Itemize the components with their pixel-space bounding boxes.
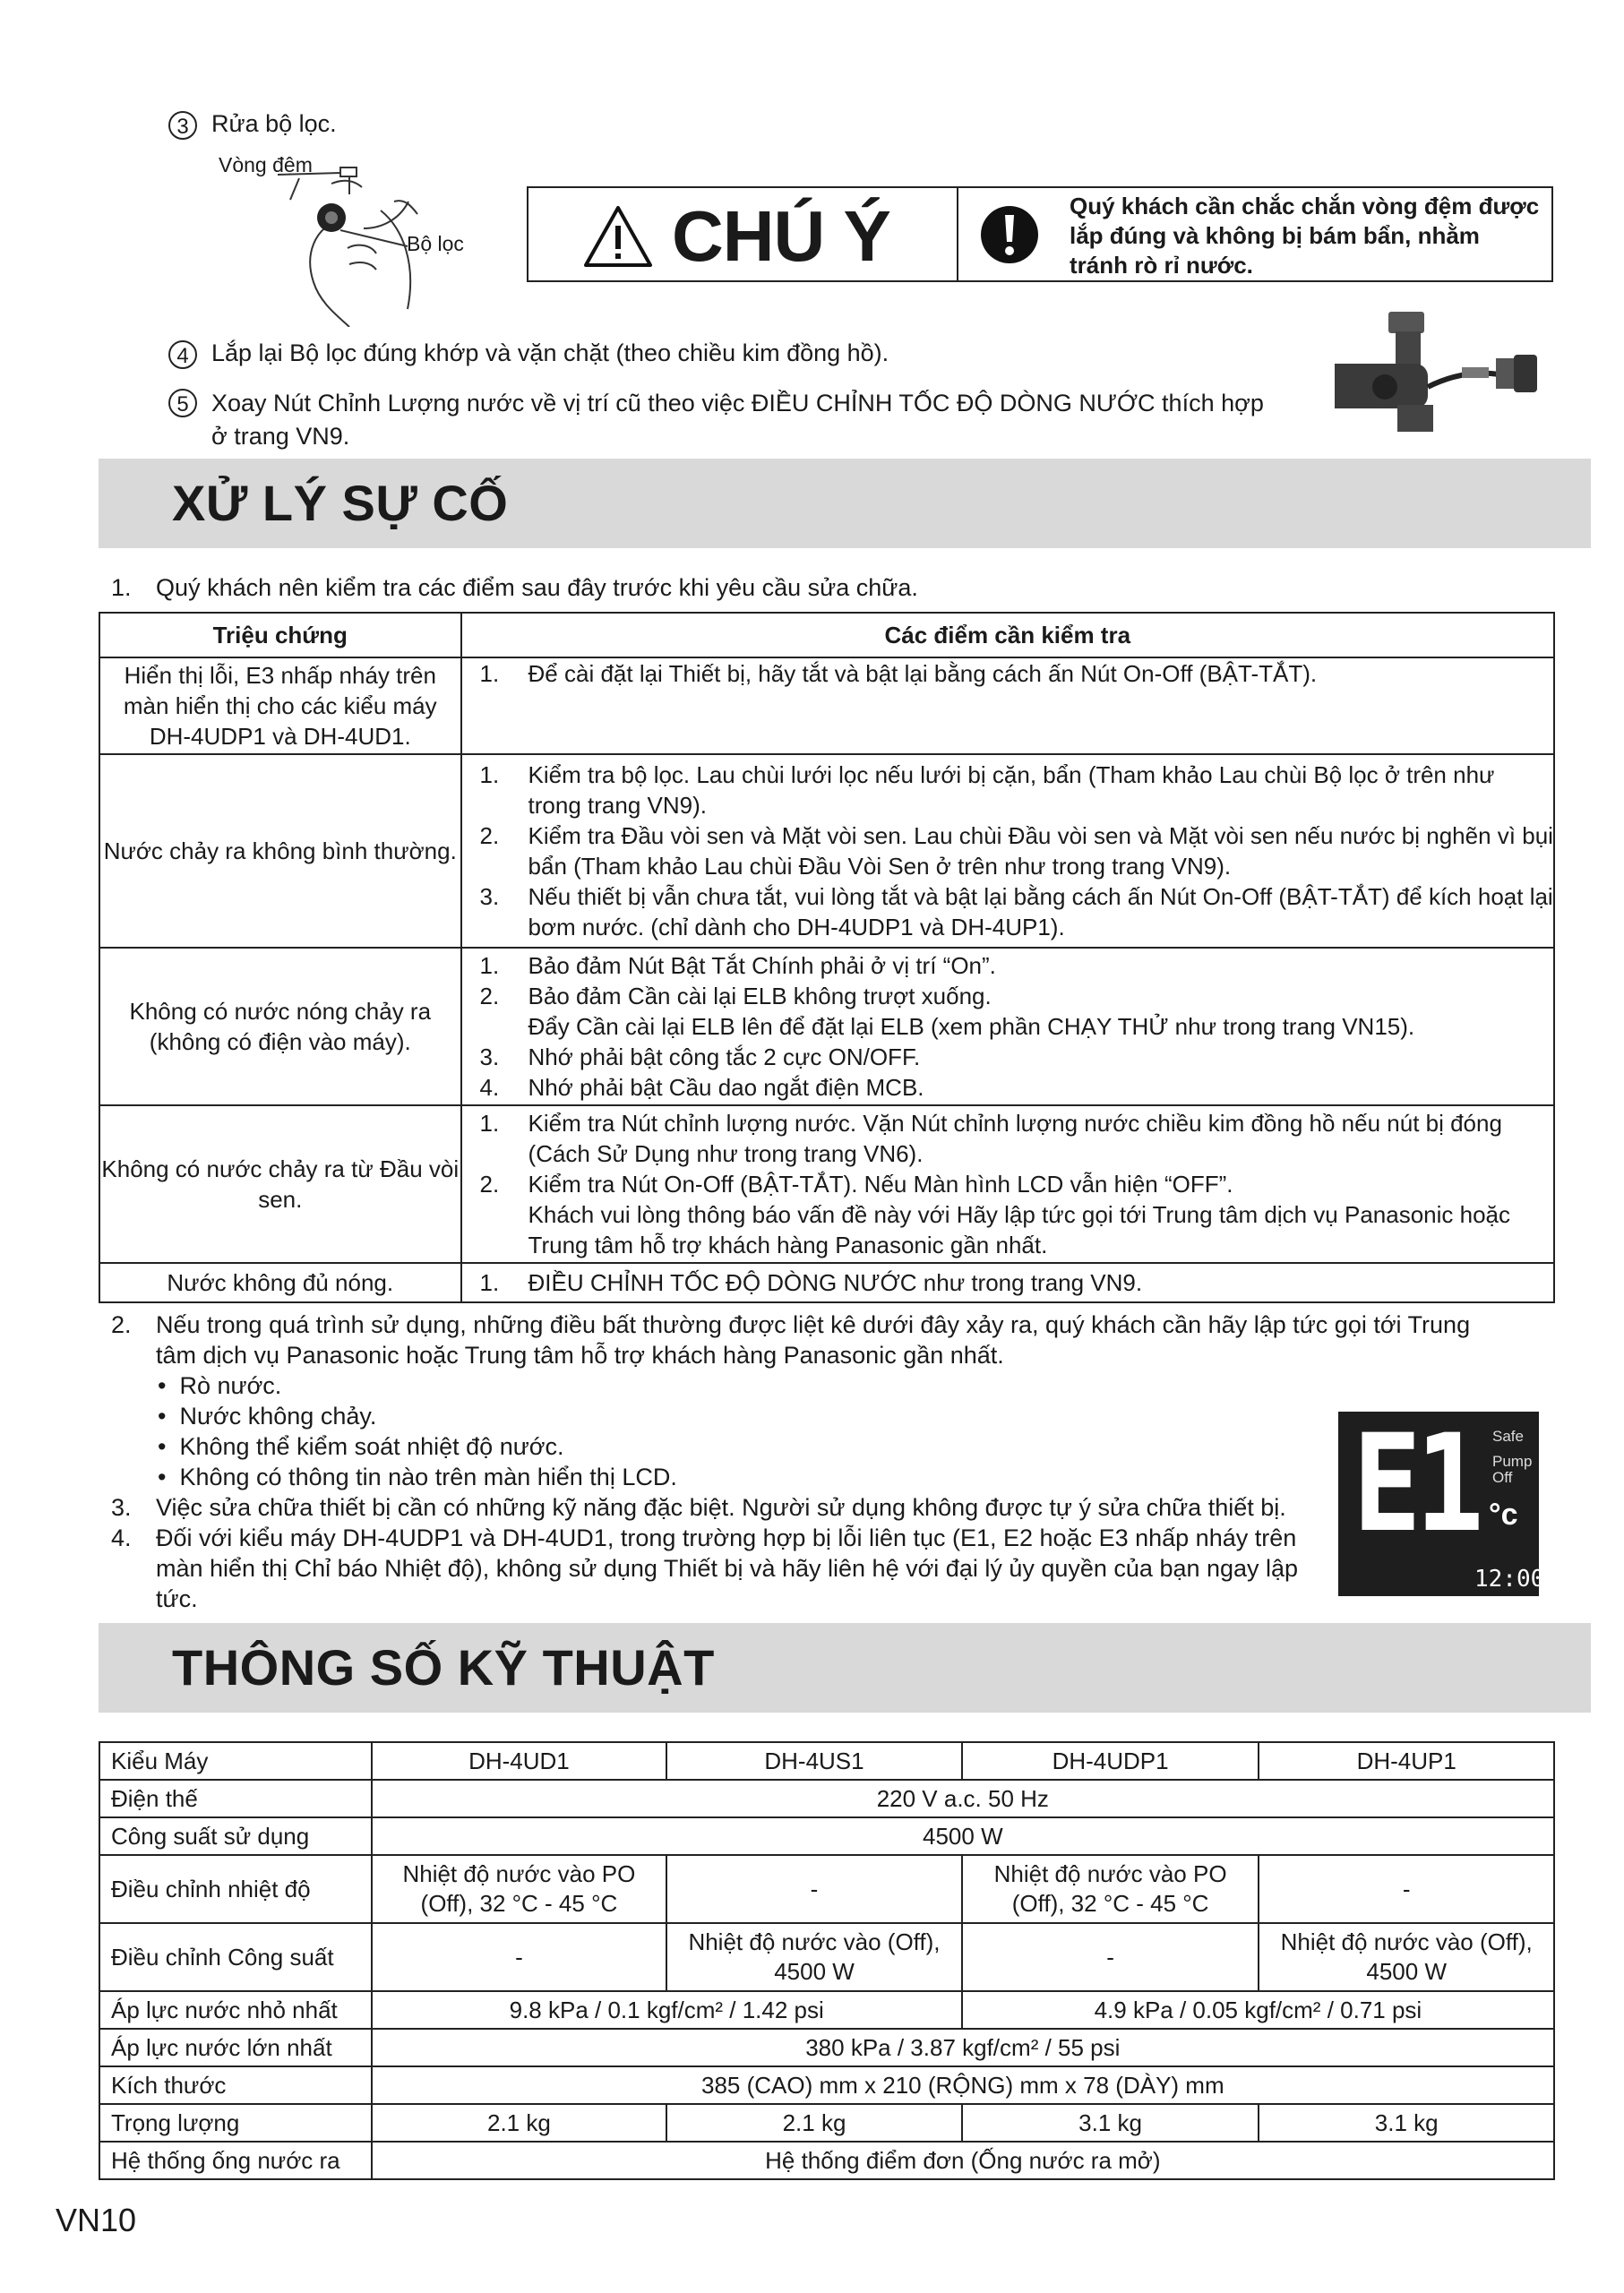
check-item: 2. Bảo đảm Cần cài lại ELB không trượt xuống. (479, 983, 992, 1009)
table-header-row (99, 613, 1554, 657)
list-item: • Không thể kiểm soát nhiệt độ nước. (158, 1433, 564, 1460)
check-cell (461, 657, 1554, 754)
check-item: Đẩy Cần cài lại ELB lên để đặt lại ELB (xem phần CHẠY THỬ như trong trang VN15). (528, 1013, 1415, 1040)
table-row (99, 1991, 1554, 2029)
weight-cell: 3.1 kg (1259, 2104, 1554, 2142)
lcd-error-code: E1 (1353, 1406, 1478, 1562)
lcd-off-label: Off (1492, 1469, 1513, 1486)
exclamation-circle-icon (979, 204, 1040, 265)
table-row (99, 754, 1554, 948)
temp-cell: Nhiệt độ nước vào PO (Off), 32 °C - 45 °C (962, 1855, 1259, 1923)
lcd-unit: °c (1489, 1498, 1518, 1532)
capacity-cell: Nhiệt độ nước vào (Off), 4500 W (1259, 1923, 1554, 1991)
specifications-header (99, 1623, 1591, 1713)
list-item: • Nước không chảy. (158, 1403, 377, 1430)
table-row (99, 948, 1554, 1105)
check-item: 4. Nhớ phải bật Cầu dao ngắt điện MCB. (479, 1074, 924, 1101)
note-3 (111, 1492, 1365, 1523)
capacity-cell: - (372, 1923, 667, 1991)
table-row (99, 1742, 1554, 1780)
step-number: 5 (168, 389, 197, 417)
table-row (99, 1105, 1554, 1263)
row-label: Áp lực nước nhỏ nhất (99, 1991, 372, 2029)
check-item: 1. Để cài đặt lại Thiết bị, hãy tắt và bật lại bằng cách ấn Nút On-Off (BẬT-TẮT). (479, 660, 1318, 687)
specifications-table (99, 1741, 1555, 2180)
capacity-cell: Nhiệt độ nước vào (Off), 4500 W (666, 1923, 962, 1991)
symptom-cell: Không có nước nóng chảy ra (không có điện vào máy). (99, 948, 461, 1105)
symptom-cell: Nước không đủ nóng. (99, 1263, 461, 1302)
min-pressure-value: 4.9 kPa / 0.05 kgf/cm² / 0.71 psi (962, 1991, 1554, 2029)
lcd-pump-label: Pump (1492, 1453, 1533, 1470)
note-text: Việc sửa chữa thiết bị cần có những kỹ năng đặc biệt. Người sử dụng không được tự ý sửa chữa thiết bị. (156, 1494, 1286, 1521)
outlet-value: Hệ thống điểm đơn (Ống nước ra mở) (372, 2142, 1554, 2179)
troubleshooting-heading: XỬ LÝ SỰ CỐ (172, 475, 509, 531)
check-cell (461, 948, 1554, 1105)
size-value: 385 (CAO) mm x 210 (RỘNG) mm x 78 (DÀY) mm (372, 2066, 1554, 2104)
table-row (99, 1263, 1554, 1302)
row-label: Điều chỉnh nhiệt độ (99, 1855, 372, 1923)
table-row (99, 1923, 1554, 1991)
symptom-cell: Nước chảy ra không bình thường. (99, 754, 461, 948)
row-label: Trọng lượng (99, 2104, 372, 2142)
troubleshooting-intro (111, 574, 918, 602)
step-number: 3 (168, 111, 197, 140)
check-cell (461, 1105, 1554, 1263)
row-label: Kích thước (99, 2066, 372, 2104)
check-cell (461, 754, 1554, 948)
intro-text: Quý khách nên kiểm tra các điểm sau đây trước khi yêu cầu sửa chữa. (156, 574, 918, 601)
max-pressure-value: 380 kPa / 3.87 kgf/cm² / 55 psi (372, 2029, 1554, 2066)
check-cell (461, 1263, 1554, 1302)
check-item: 1. Kiểm tra Nút chỉnh lượng nước. Vặn Nút chỉnh lượng nước chiều kim đồng hồ nếu nút bị đóng (Cách Sử Dụng như trong trang VN6). (479, 1110, 1502, 1167)
lcd-safe-label: Safe (1492, 1428, 1524, 1445)
table-row (99, 2029, 1554, 2066)
intro-number: 1. (111, 574, 132, 601)
flow-valve-icon (1326, 305, 1559, 448)
row-label: Công suất sử dụng (99, 1817, 372, 1855)
step-text: Xoay Nút Chỉnh Lượng nước về vị trí cũ theo việc ĐIỀU CHỈNH TỐC ĐỘ DÒNG NƯỚC thích hợp ở trang VN9. (211, 390, 1264, 450)
note-number: 3. (111, 1494, 132, 1521)
check-item: 1. Bảo đảm Nút Bật Tắt Chính phải ở vị trí “On”. (479, 952, 996, 979)
step-5 (168, 387, 1279, 453)
check-item: 1. Kiểm tra bộ lọc. Lau chùi lưới lọc nếu lưới bị cặn, bẩn (Tham khảo Lau chùi Bộ lọc ở trên như trong trang VN9). (479, 761, 1495, 819)
check-column-header: Các điểm cần kiểm tra (461, 613, 1554, 657)
caution-title-cell (528, 188, 958, 280)
voltage-value: 220 V a.c. 50 Hz (372, 1780, 1554, 1817)
gasket-label: Vòng đệm (219, 153, 313, 176)
filter-label: Bộ lọc (407, 232, 464, 255)
table-row (99, 2066, 1554, 2104)
filter-hand-icon (206, 148, 511, 327)
warning-triangle-icon (582, 204, 654, 269)
step-text: Rửa bộ lọc. (211, 110, 337, 137)
list-item: • Rò nước. (158, 1372, 282, 1399)
check-item: 1. ĐIỀU CHỈNH TỐC ĐỘ DÒNG NƯỚC như trong trang VN9. (479, 1269, 1143, 1296)
caution-text: Quý khách cần chắc chắn vòng đệm được lắp đúng và không bị bám bẩn, nhằm tránh rò rỉ nước. (1070, 193, 1540, 279)
note-text: Nếu trong quá trình sử dụng, những điều bất thường được liệt kê dưới đây xảy ra, quý khách cần hãy lập tức gọi tới Trung tâm dịch vụ Panasonic hoặc Trung tâm hỗ trợ khách hàng Panasonic gần nhất. (156, 1311, 1471, 1369)
row-label: Kiểu Máy (99, 1742, 372, 1780)
caution-title: CHÚ Ý (672, 196, 890, 276)
weight-cell: 3.1 kg (962, 2104, 1259, 2142)
model-cell: DH-4UDP1 (962, 1742, 1259, 1780)
lcd-clock: 12:00 (1474, 1566, 1545, 1593)
lcd-display (1338, 1406, 1545, 1596)
filter-washing-illustration (206, 148, 511, 327)
table-row (99, 2104, 1554, 2142)
power-value: 4500 W (372, 1817, 1554, 1855)
step-4 (168, 337, 889, 370)
row-label: Điện thế (99, 1780, 372, 1817)
table-row (99, 2142, 1554, 2179)
symptom-column-header: Triệu chứng (99, 613, 461, 657)
table-row (99, 657, 1554, 754)
temp-cell: - (666, 1855, 962, 1923)
model-cell: DH-4UD1 (372, 1742, 667, 1780)
row-label: Điều chỉnh Công suất (99, 1923, 372, 1991)
note-number: 4. (111, 1524, 132, 1551)
check-item: 3. Nhớ phải bật công tắc 2 cực ON/OFF. (479, 1043, 921, 1070)
step-3 (168, 107, 337, 141)
table-row (99, 1780, 1554, 1817)
step-text: Lắp lại Bộ lọc đúng khớp và vặn chặt (theo chiều kim đồng hồ). (211, 339, 889, 366)
table-row (99, 1855, 1554, 1923)
capacity-cell: - (962, 1923, 1259, 1991)
temp-cell: Nhiệt độ nước vào PO (Off), 32 °C - 45 °C (372, 1855, 667, 1923)
min-pressure-value: 9.8 kPa / 0.1 kgf/cm² / 1.42 psi (372, 1991, 962, 2029)
symptom-cell: Không có nước chảy ra từ Đầu vòi sen. (99, 1105, 461, 1263)
troubleshooting-header (99, 459, 1591, 548)
row-label: Áp lực nước lớn nhất (99, 2029, 372, 2066)
model-cell: DH-4US1 (666, 1742, 962, 1780)
check-item: Khách vui lòng thông báo vấn đề này với Hãy lập tức gọi tới Trung tâm dịch vụ Panasonic hoặc Trung tâm hỗ trợ khách hàng Panasonic gần nhất. (528, 1201, 1511, 1258)
model-cell: DH-4UP1 (1259, 1742, 1554, 1780)
row-label: Hệ thống ống nước ra (99, 2142, 372, 2179)
check-item: 2. Kiểm tra Đầu vòi sen và Mặt vòi sen. Lau chùi Đầu vòi sen và Mặt vòi sen nếu nước bị nghẽn vì bụi bẩn (Tham khảo Lau chùi Đầu Vòi Sen ở trên như trong trang VN9). (479, 822, 1553, 880)
weight-cell: 2.1 kg (372, 2104, 667, 2142)
temp-cell: - (1259, 1855, 1554, 1923)
note-2 (111, 1310, 1473, 1370)
note-number: 2. (111, 1311, 132, 1338)
note-text: Đối với kiểu máy DH-4UDP1 và DH-4UD1, trong trường hợp bị lỗi liên tục (E1, E2 hoặc E3 nhấp nháy trên màn hiển thị Chỉ báo Nhiệt độ), không sử dụng Thiết bị và hãy liên hệ với đại lý ủy quyền của bạn ngay lập tức. (156, 1524, 1299, 1612)
specifications-heading: THÔNG SỐ KỸ THUẬT (172, 1639, 715, 1696)
check-item: 3. Nếu thiết bị vẫn chưa tắt, vui lòng tắt và bật lại bằng cách ấn Nút On-Off (BẬT-TẮT) để kích hoạt lại bơm nước. (chỉ dành cho DH-4UDP1 và DH-4UP1). (479, 883, 1553, 940)
step-number: 4 (168, 340, 197, 369)
troubleshooting-table (99, 612, 1555, 1303)
list-item: • Không có thông tin nào trên màn hiển thị LCD. (158, 1464, 677, 1490)
weight-cell: 2.1 kg (666, 2104, 962, 2142)
check-item: 2. Kiểm tra Nút On-Off (BẬT-TẮT). Nếu Màn hình LCD vẫn hiện “OFF”. (479, 1171, 1233, 1198)
note-4 (111, 1523, 1320, 1614)
symptom-cell: Hiển thị lỗi, E3 nhấp nháy trên màn hiển thị cho các kiểu máy DH-4UDP1 và DH-4UD1. (99, 657, 461, 754)
page-number: VN10 (56, 2202, 137, 2238)
table-row (99, 1817, 1554, 1855)
abnormal-list (158, 1370, 677, 1492)
caution-box (527, 186, 1553, 282)
